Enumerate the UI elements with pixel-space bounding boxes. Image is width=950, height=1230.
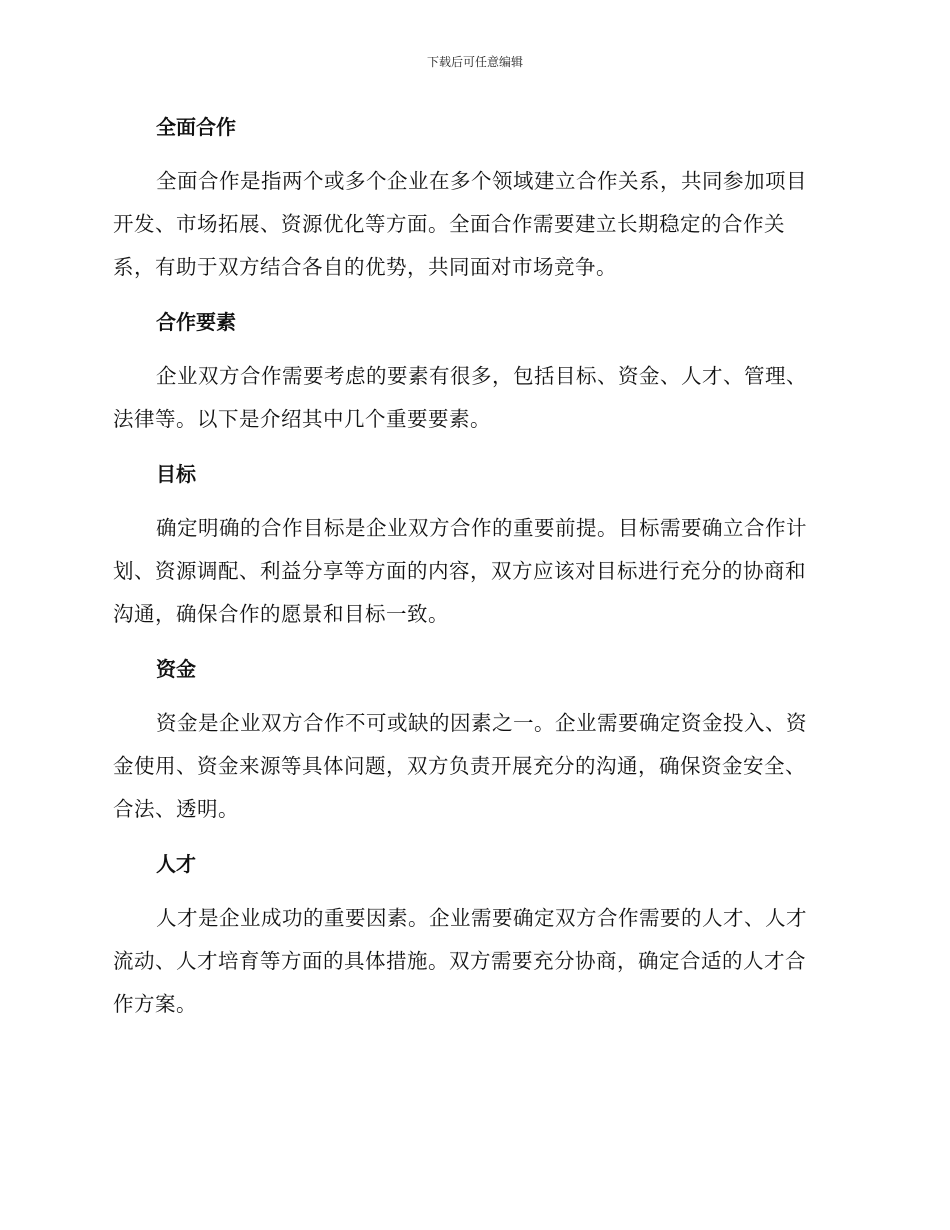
paragraph-line: 确定明确的合作目标是企业双方合作的重要前提。目标需要确立合作计 bbox=[156, 516, 807, 540]
paragraph-line: 资金是企业双方合作不可或缺的因素之一。企业需要确定资金投入、资 bbox=[156, 711, 807, 735]
section-heading-comprehensive-cooperation: 全面合作 bbox=[156, 115, 236, 139]
section-heading-goals: 目标 bbox=[156, 462, 196, 486]
paragraph-comprehensive-cooperation bbox=[113, 160, 833, 289]
paragraph-goals bbox=[113, 507, 833, 636]
paragraph-line: 开发、市场拓展、资源优化等方面。全面合作需要建立长期稳定的合作关 bbox=[113, 212, 785, 236]
paragraph-line: 系，有助于双方结合各自的优势，共同面对市场竞争。 bbox=[113, 255, 617, 279]
section-heading-cooperation-elements: 合作要素 bbox=[156, 310, 236, 334]
paragraph-line: 全面合作是指两个或多个企业在多个领域建立合作关系，共同参加项目 bbox=[156, 169, 807, 193]
paragraph-line: 企业双方合作需要考虑的要素有很多，包括目标、资金、人才、管理、 bbox=[156, 364, 807, 388]
paragraph-funding bbox=[113, 702, 833, 831]
paragraph-talent bbox=[113, 897, 833, 1026]
paragraph-line: 流动、人才培育等方面的具体措施。双方需要充分协商，确定合适的人才合 bbox=[113, 949, 806, 973]
paragraph-line: 划、资源调配、利益分享等方面的内容，双方应该对目标进行充分的协商和 bbox=[113, 559, 806, 583]
paragraph-line: 金使用、资金来源等具体问题，双方负责开展充分的沟通，确保资金安全、 bbox=[113, 754, 806, 778]
paragraph-line: 作方案。 bbox=[113, 992, 197, 1016]
page-header: 下载后可任意编辑 bbox=[426, 55, 523, 69]
document-body bbox=[113, 106, 833, 1038]
section-heading-talent: 人才 bbox=[156, 852, 196, 876]
section-heading-funding: 资金 bbox=[156, 657, 196, 681]
paragraph-line: 人才是企业成功的重要因素。企业需要确定双方合作需要的人才、人才 bbox=[156, 906, 807, 930]
paragraph-cooperation-elements bbox=[113, 355, 833, 441]
paragraph-line: 合法、透明。 bbox=[113, 797, 239, 821]
paragraph-line: 沟通，确保合作的愿景和目标一致。 bbox=[113, 602, 449, 626]
paragraph-line: 法律等。以下是介绍其中几个重要要素。 bbox=[113, 407, 491, 431]
